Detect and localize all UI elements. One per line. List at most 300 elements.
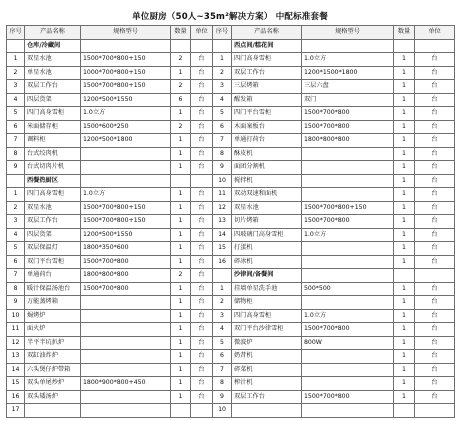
unit-cell: 台 — [191, 363, 213, 377]
unit-cell: 台 — [415, 147, 455, 161]
product-name: 搅拌机 — [232, 174, 302, 188]
spec-cell: 1.0立方 — [302, 53, 394, 67]
table-row — [7, 120, 455, 134]
table-row — [7, 93, 455, 107]
qty-cell: 1 — [394, 255, 415, 269]
unit-cell: 台 — [415, 80, 455, 94]
col-header: 数量 — [394, 26, 415, 40]
product-name: 酥皮机 — [232, 147, 302, 161]
table-row — [7, 282, 455, 296]
qty-cell: 1 — [394, 53, 415, 67]
unit-cell: 台 — [415, 390, 455, 404]
qty-cell: 1 — [171, 201, 191, 215]
col-header: 规格型号 — [302, 26, 394, 40]
product-name: 四门高身雪柜 — [25, 188, 81, 202]
qty-cell: 1 — [171, 255, 191, 269]
spec-cell: 1500*700*800 — [302, 120, 394, 134]
row-number: 16 — [213, 255, 232, 269]
product-name: 万能蒸烤箱 — [25, 296, 81, 310]
qty-cell: 1 — [394, 309, 415, 323]
price-sheet — [6, 9, 454, 418]
spec-cell — [302, 255, 394, 269]
table-row — [7, 147, 455, 161]
unit-cell: 台 — [191, 188, 213, 202]
product-name: 面团分割机 — [232, 161, 302, 175]
row-number: 2 — [213, 296, 232, 310]
spec-cell: 1500*700*800+150 — [81, 53, 171, 67]
unit-cell — [415, 269, 455, 283]
unit-cell: 台 — [191, 309, 213, 323]
row-number: 6 — [213, 120, 232, 134]
qty-cell — [171, 404, 191, 418]
qty-cell — [171, 174, 191, 188]
unit-cell — [191, 404, 213, 418]
product-name: 面火炉 — [25, 323, 81, 337]
row-number: 12 — [213, 201, 232, 215]
row-number — [7, 174, 25, 188]
table-row — [7, 80, 455, 94]
row-number: 4 — [7, 93, 25, 107]
product-name: 双层工作台 — [232, 390, 302, 404]
row-number: 2 — [213, 66, 232, 80]
qty-cell: 2 — [171, 120, 191, 134]
qty-cell: 1 — [171, 228, 191, 242]
table-row — [7, 66, 455, 80]
table-row — [7, 296, 455, 310]
row-number: 8 — [7, 147, 25, 161]
spec-cell: 1200*500*1550 — [81, 93, 171, 107]
product-name: 双动双速和面机 — [232, 188, 302, 202]
row-number: 6 — [7, 255, 25, 269]
page-title: 单位厨房（50人~35m²解决方案） 中配标准套餐 — [132, 12, 328, 22]
unit-cell: 台 — [415, 363, 455, 377]
spec-cell — [81, 174, 171, 188]
spec-cell: 1500*700*800 — [81, 255, 171, 269]
qty-cell: 1 — [394, 201, 415, 215]
product-name: 四门高身雪柜 — [25, 107, 81, 121]
unit-cell — [191, 39, 213, 53]
qty-cell: 1 — [171, 390, 191, 404]
spec-cell: 1500*700*800+150 — [81, 201, 171, 215]
spec-cell: 三层六盘 — [302, 80, 394, 94]
qty-cell: 1 — [171, 350, 191, 364]
qty-cell: 1 — [394, 215, 415, 229]
row-number: 15 — [213, 242, 232, 256]
product-name: 双层工作台 — [232, 66, 302, 80]
row-number: 7 — [7, 134, 25, 148]
table-row — [7, 161, 455, 175]
unit-cell — [415, 404, 455, 418]
row-number: 2 — [7, 201, 25, 215]
row-number: 8 — [213, 377, 232, 391]
unit-cell: 台 — [191, 255, 213, 269]
qty-cell: 1 — [394, 66, 415, 80]
product-name: 双头矮汤炉 — [25, 390, 81, 404]
unit-cell: 台 — [415, 242, 455, 256]
table-row — [7, 215, 455, 229]
unit-cell: 台 — [415, 93, 455, 107]
unit-cell: 台 — [415, 66, 455, 80]
unit-cell: 台 — [415, 350, 455, 364]
unit-cell: 台 — [191, 161, 213, 175]
col-header: 数量 — [171, 26, 191, 40]
unit-cell: 台 — [191, 107, 213, 121]
product-name: 双星水池 — [25, 201, 81, 215]
spec-cell: 800W — [302, 336, 394, 350]
unit-cell: 台 — [415, 174, 455, 188]
product-name: 双星水池 — [25, 53, 81, 67]
row-number: 11 — [7, 323, 25, 337]
qty-cell: 1 — [394, 282, 415, 296]
product-name — [232, 404, 302, 418]
product-name: 四玻璃门高身雪柜 — [232, 228, 302, 242]
col-header: 单位 — [191, 26, 213, 40]
table-row — [7, 53, 455, 67]
qty-cell: 6 — [171, 93, 191, 107]
row-number: 5 — [7, 107, 25, 121]
spec-cell — [302, 188, 394, 202]
unit-cell: 台 — [191, 228, 213, 242]
section-heading: 仓库/冷藏间 — [25, 39, 81, 53]
table-row — [7, 134, 455, 148]
qty-cell: 1 — [394, 363, 415, 377]
unit-cell: 台 — [415, 323, 455, 337]
table-row — [7, 242, 455, 256]
spec-cell — [302, 363, 394, 377]
qty-cell: 1 — [394, 107, 415, 121]
spec-cell: 1500*700*800+150 — [302, 201, 394, 215]
qty-cell: 1 — [394, 242, 415, 256]
table-row — [7, 174, 455, 188]
row-number: 4 — [213, 93, 232, 107]
row-number: 8 — [7, 282, 25, 296]
qty-cell: 1 — [171, 134, 191, 148]
row-number: 10 — [213, 174, 232, 188]
qty-cell: 1 — [394, 93, 415, 107]
spec-cell — [81, 404, 171, 418]
product-name: 醒发箱 — [232, 93, 302, 107]
product-name: 台式切肉片机 — [25, 161, 81, 175]
col-header: 规格型号 — [81, 26, 171, 40]
table-row — [7, 350, 455, 364]
unit-cell: 台 — [415, 336, 455, 350]
spec-cell — [81, 161, 171, 175]
qty-cell: 1 — [394, 134, 415, 148]
qty-cell — [394, 39, 415, 53]
product-name: 双层工作台 — [25, 80, 81, 94]
qty-cell: 1 — [394, 161, 415, 175]
spec-cell — [81, 336, 171, 350]
spec-cell: 1800*900*800+450 — [81, 377, 171, 391]
product-name: 储物柜 — [232, 296, 302, 310]
table-row — [7, 269, 455, 283]
spec-cell: 1500*700*800 — [302, 390, 394, 404]
col-header: 序号 — [7, 26, 25, 40]
qty-cell: 1 — [171, 161, 191, 175]
qty-cell: 2 — [171, 53, 191, 67]
spec-cell: 1500*700*800 — [81, 282, 171, 296]
product-name: 打蛋机 — [232, 242, 302, 256]
qty-cell: 1 — [171, 215, 191, 229]
spec-cell: 1500*600*250 — [81, 120, 171, 134]
unit-cell: 台 — [415, 201, 455, 215]
spec-cell: 1200*500*1550 — [81, 228, 171, 242]
row-number: 3 — [213, 309, 232, 323]
product-name: 单星水池 — [25, 66, 81, 80]
qty-cell: 1 — [171, 336, 191, 350]
row-number: 2 — [7, 66, 25, 80]
table-row — [7, 390, 455, 404]
header-row — [7, 26, 455, 40]
spec-cell — [81, 323, 171, 337]
spec-cell: 1200*500*1800 — [81, 134, 171, 148]
row-number: 3 — [7, 215, 25, 229]
product-name: 双层保温灯 — [25, 242, 81, 256]
spec-cell — [302, 39, 394, 53]
spec-cell — [81, 390, 171, 404]
row-number: 9 — [213, 161, 232, 175]
row-number: 14 — [213, 228, 232, 242]
row-number: 13 — [213, 215, 232, 229]
unit-cell: 台 — [191, 350, 213, 364]
spec-cell: 1500*700*800 — [302, 215, 394, 229]
unit-cell: 台 — [415, 255, 455, 269]
unit-cell: 台 — [415, 282, 455, 296]
section-heading: 西点间/糕花间 — [232, 39, 302, 53]
spec-cell: 1200*1500*1800 — [302, 66, 394, 80]
spec-cell — [81, 350, 171, 364]
product-name: 四层货架 — [25, 228, 81, 242]
product-name: 碎菜机 — [232, 363, 302, 377]
unit-cell: 台 — [415, 228, 455, 242]
spec-cell: 500*500 — [302, 282, 394, 296]
row-number: 11 — [213, 188, 232, 202]
row-number: 7 — [213, 363, 232, 377]
qty-cell: 1 — [171, 323, 191, 337]
row-number: 17 — [7, 404, 25, 418]
product-name: 四门高身雪柜 — [232, 309, 302, 323]
qty-cell: 2 — [171, 269, 191, 283]
row-number: 1 — [7, 188, 25, 202]
qty-cell: 1 — [394, 377, 415, 391]
qty-cell: 2 — [171, 80, 191, 94]
product-name: 台式绞肉机 — [25, 147, 81, 161]
table-row — [7, 39, 455, 53]
spec-cell — [302, 296, 394, 310]
spec-cell: 1.0立方 — [81, 107, 171, 121]
unit-cell: 台 — [191, 215, 213, 229]
equipment-table — [6, 25, 455, 418]
qty-cell: 1 — [394, 350, 415, 364]
qty-cell: 1 — [394, 80, 415, 94]
product-name: 双缸油炸炉 — [25, 350, 81, 364]
product-name: 四门高身雪柜 — [232, 53, 302, 67]
spec-cell: 1.0立方 — [81, 188, 171, 202]
row-number: 9 — [213, 390, 232, 404]
row-number — [213, 269, 232, 283]
product-name: 双门平台沙律雪柜 — [232, 323, 302, 337]
unit-cell: 台 — [191, 134, 213, 148]
unit-cell: 台 — [415, 377, 455, 391]
product-name: 木面案板台 — [232, 120, 302, 134]
spec-cell: 双门 — [302, 93, 394, 107]
unit-cell: 台 — [191, 390, 213, 404]
row-number: 3 — [7, 80, 25, 94]
product-name: 单通打荷台 — [232, 134, 302, 148]
spec-cell: 1.0立方 — [302, 309, 394, 323]
product-name: 四层货架 — [25, 93, 81, 107]
row-number: 1 — [213, 53, 232, 67]
row-number: 7 — [213, 134, 232, 148]
row-number: 5 — [213, 107, 232, 121]
unit-cell: 台 — [191, 93, 213, 107]
qty-cell: 1 — [171, 147, 191, 161]
unit-cell: 台 — [415, 120, 455, 134]
unit-cell: 台 — [191, 66, 213, 80]
unit-cell: 台 — [191, 296, 213, 310]
product-name: 微波炉 — [232, 336, 302, 350]
unit-cell: 台 — [415, 215, 455, 229]
spec-cell: 1800*800*800 — [81, 269, 171, 283]
qty-cell: 1 — [394, 296, 415, 310]
spec-cell — [81, 309, 171, 323]
product-name: 切片烤箱 — [232, 215, 302, 229]
spec-cell — [302, 161, 394, 175]
unit-cell: 台 — [415, 53, 455, 67]
row-number: 4 — [7, 228, 25, 242]
spec-cell: 1.0立方 — [302, 228, 394, 242]
table-row — [7, 404, 455, 418]
product-name: 双星水池 — [232, 201, 302, 215]
col-header: 产品名称 — [25, 26, 81, 40]
row-number: 8 — [213, 147, 232, 161]
spec-cell: 1000*700*800+150 — [81, 66, 171, 80]
row-number: 1 — [213, 282, 232, 296]
unit-cell: 台 — [191, 323, 213, 337]
qty-cell: 1 — [171, 296, 191, 310]
spec-cell — [302, 269, 394, 283]
row-number: 14 — [7, 363, 25, 377]
product-name: 单通荷台 — [25, 269, 81, 283]
spec-cell: 1500*700*800 — [302, 107, 394, 121]
row-number: 15 — [7, 377, 25, 391]
qty-cell: 1 — [394, 147, 415, 161]
unit-cell — [191, 174, 213, 188]
row-number: 16 — [7, 390, 25, 404]
product-name: 双门平台雪柜 — [25, 255, 81, 269]
row-number — [7, 39, 25, 53]
spec-cell — [81, 296, 171, 310]
qty-cell — [394, 269, 415, 283]
spec-cell — [302, 377, 394, 391]
qty-cell: 1 — [171, 309, 191, 323]
col-header: 序号 — [213, 26, 232, 40]
unit-cell — [415, 39, 455, 53]
product-name: 碎冰机 — [232, 255, 302, 269]
unit-cell: 台 — [191, 53, 213, 67]
spec-cell: 1500*700*800 — [302, 323, 394, 337]
product-name — [25, 404, 81, 418]
spec-cell: 1800*350*600 — [81, 242, 171, 256]
qty-cell: 1 — [394, 336, 415, 350]
product-name: 四门平台雪柜 — [232, 107, 302, 121]
table-row — [7, 107, 455, 121]
product-name: 焗烤炉 — [25, 309, 81, 323]
spec-cell: 1500*700*800+150 — [81, 80, 171, 94]
row-number: 5 — [7, 242, 25, 256]
unit-cell: 台 — [415, 188, 455, 202]
table-row — [7, 377, 455, 391]
table-row — [7, 228, 455, 242]
qty-cell: 1 — [171, 107, 191, 121]
spec-cell — [81, 363, 171, 377]
spec-cell — [81, 39, 171, 53]
qty-cell: 1 — [171, 188, 191, 202]
section-heading: 沙律间/备餐间 — [232, 269, 302, 283]
qty-cell: 1 — [171, 66, 191, 80]
product-name: 双头单尾炒炉 — [25, 377, 81, 391]
qty-cell: 1 — [171, 242, 191, 256]
unit-cell: 台 — [191, 336, 213, 350]
product-name: 六头煲仔炉带箱 — [25, 363, 81, 377]
unit-cell: 台 — [191, 282, 213, 296]
product-name: 榨汁机 — [232, 377, 302, 391]
unit-cell: 台 — [415, 161, 455, 175]
table-row — [7, 336, 455, 350]
unit-cell: 台 — [191, 147, 213, 161]
spec-cell — [81, 147, 171, 161]
row-number: 9 — [7, 161, 25, 175]
row-number: 7 — [7, 269, 25, 283]
table-row — [7, 201, 455, 215]
col-header: 单位 — [415, 26, 455, 40]
qty-cell: 1 — [394, 323, 415, 337]
unit-cell: 台 — [415, 296, 455, 310]
spec-cell: 1500*700*800+150 — [81, 215, 171, 229]
product-name: 暖汁保温汤池台 — [25, 282, 81, 296]
qty-cell: 1 — [394, 120, 415, 134]
unit-cell: 台 — [415, 134, 455, 148]
unit-cell: 台 — [191, 269, 213, 283]
qty-cell: 1 — [394, 174, 415, 188]
row-number — [213, 39, 232, 53]
row-number: 4 — [213, 323, 232, 337]
col-header: 产品名称 — [232, 26, 302, 40]
row-number: 5 — [213, 336, 232, 350]
unit-cell: 台 — [191, 242, 213, 256]
row-number: 3 — [213, 80, 232, 94]
product-name: 双层工作台 — [25, 215, 81, 229]
table-row — [7, 255, 455, 269]
qty-cell: 1 — [394, 390, 415, 404]
table-row — [7, 363, 455, 377]
product-name: 米面储存柜 — [25, 120, 81, 134]
unit-cell: 台 — [191, 120, 213, 134]
qty-cell: 1 — [394, 188, 415, 202]
unit-cell: 台 — [415, 107, 455, 121]
row-number: 9 — [7, 296, 25, 310]
row-number: 6 — [7, 120, 25, 134]
product-name: 半平半坑扒炉 — [25, 336, 81, 350]
spec-cell — [302, 404, 394, 418]
unit-cell: 台 — [191, 201, 213, 215]
unit-cell: 台 — [191, 80, 213, 94]
table-row — [7, 309, 455, 323]
product-name: 挂墙单星洗手池 — [232, 282, 302, 296]
row-number: 10 — [7, 309, 25, 323]
spec-cell — [302, 242, 394, 256]
qty-cell — [171, 39, 191, 53]
